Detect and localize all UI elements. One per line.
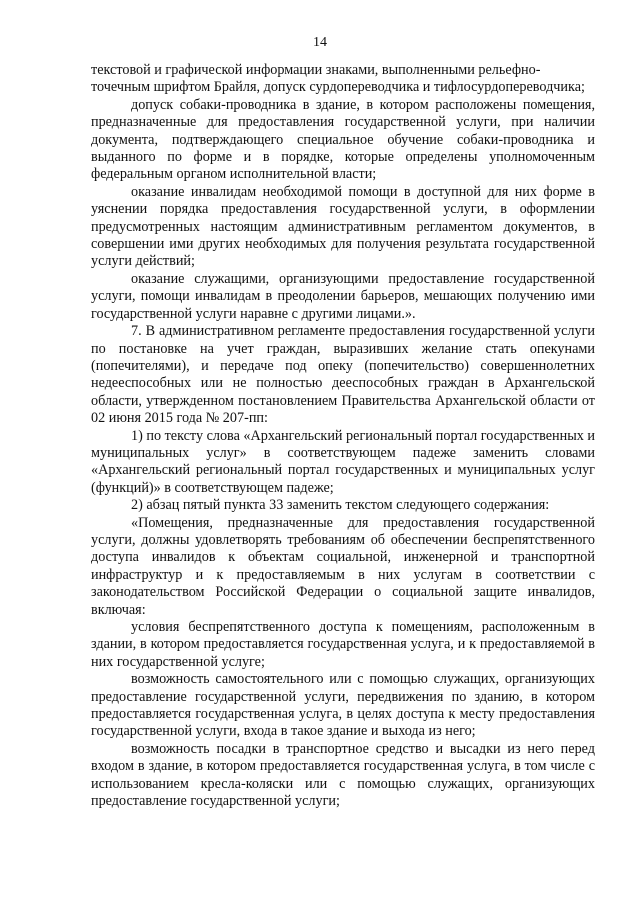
paragraph-item-7-guardianship-regulation: 7. В административном регламенте предоставления государственной услуги по постановке на учет граждан, выразивших желание стать опекунами (попечителями), и передаче под опеку (попечительство) совершеннолетних недееспособных или не полностью дееспособных граждан в Архангельской области, утвержденном постановлением Правительства Архангельской области от 02 июня 2015 года № 207-пп: (91, 323, 595, 427)
page-number: 14 (313, 35, 327, 50)
paragraph-braille-access (91, 62, 595, 97)
paragraph-braille-access-line-1: текстовой и графической информации знаками, выполненными рельефно- (91, 62, 541, 78)
paragraph-barrier-free-conditions: условия беспрепятственного доступа к помещениям, расположенным в здании, в котором предоставляется государственная услуга, и к предоставляемой в них государственной услуге; (91, 619, 595, 670)
paragraph-subitem-1-portal-wording: 1) по тексту слова «Архангельский региональный портал государственных и муниципальных услуг» в соответствующем падеже заменить словами «Архангельский региональный портал государственных и муниципальных услуг (функций)» в соответствующем падеже; (91, 427, 595, 496)
paragraph-independent-movement: возможность самостоятельного или с помощью служащих, организующих предоставление государственной услуги, передвижения по зданию, в котором предоставляется государственная услуга, в целях доступа к месту предоставления государственной услуги, входа в такое здание и выхода из него; (91, 671, 595, 740)
paragraph-assistance-in-understanding: оказание инвалидам необходимой помощи в доступной для них форме в уяснении порядка предоставления государственной услуги, в оформлении предусмотренных настоящим административным регламентом документов, в совершении ими других необходимых для получения результата государственной услуги действий; (91, 183, 595, 270)
paragraph-guide-dog-access: допуск собаки-проводника в здание, в котором расположены помещения, предназначенные для предоставления государственной услуги, при наличии документа, подтверждающего специальное обучение собаки-проводника и выданного по форме и в порядке, которые определены уполномоченным федеральным органом исполнительной власти; (91, 96, 595, 183)
paragraph-premises-requirements: «Помещения, предназначенные для предоставления государственной услуги, должны удовлетворять требованиям об обеспечении беспрепятственного доступа инвалидов к объектам социальной, инженерной и транспортной инфраструктур и к предоставляемым в них услугам в соответствии с законодательством Российской Федерации о социальной защите инвалидов, включая: (91, 514, 595, 618)
paragraph-assistance-overcoming-barriers: оказание служащими, организующими предоставление государственной услуги, помощи инвалидам в преодолении барьеров, мешающих получению ими государственной услуги наравне с другими лицами.». (91, 270, 595, 322)
paragraph-subitem-2-clause-33: 2) абзац пятый пункта 33 заменить текстом следующего содержания: (131, 497, 550, 514)
paragraph-vehicle-boarding: возможность посадки в транспортное средство и высадки из него перед входом в здание, в котором предоставляется государственная услуга, в том числе с использованием кресла-коляски или с помощью служащих, организующих предоставление государственной услуги; (91, 740, 595, 810)
document-body (91, 62, 595, 810)
paragraph-braille-access-line-2: точечным шрифтом Брайля, допуск сурдопереводчика и тифлосурдопереводчика; (91, 79, 585, 96)
